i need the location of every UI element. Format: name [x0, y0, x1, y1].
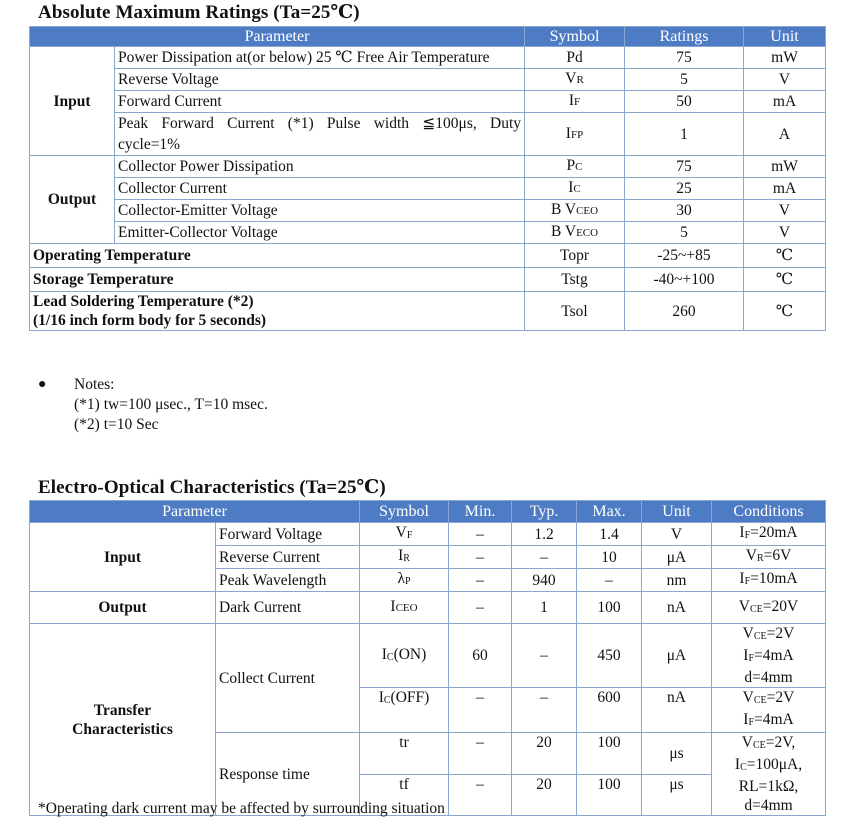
condition-cell: $V_{CE}=2V$ $I_F=4mA$ d=4mm: [712, 624, 826, 688]
param-cell: Collector Power Dissipation: [115, 156, 525, 178]
abs-max-title: Absolute Maximum Ratings (Ta=25℃): [38, 2, 360, 23]
unit-cell: nA: [642, 592, 712, 624]
table-row: [30, 178, 826, 200]
group-output: Output: [30, 156, 115, 244]
rating-cell: 5: [625, 69, 744, 91]
param-cell: Collector-Emitter Voltage: [115, 200, 525, 222]
condition-cell: $V_R=6V$: [712, 546, 826, 569]
rating-cell: 1: [625, 113, 744, 156]
table-row: [30, 69, 826, 91]
typ-cell: –: [512, 624, 577, 688]
typ-cell: –: [512, 546, 577, 569]
abs-max-table: [29, 26, 826, 331]
group-transfer: Transfer Characteristics: [30, 624, 216, 816]
param-cell: Operating Temperature: [30, 244, 525, 268]
unit-cell: ℃: [744, 268, 826, 292]
unit-cell: mA: [744, 91, 826, 113]
rating-cell: 50: [625, 91, 744, 113]
rating-cell: -25~+85: [625, 244, 744, 268]
symbol-cell: ICEO: [360, 592, 449, 624]
symbol-cell: Tstg: [525, 268, 625, 292]
symbol-cell: B VECO: [525, 222, 625, 244]
typ-cell: 1.2: [512, 523, 577, 546]
min-cell: –: [449, 546, 512, 569]
max-cell: 450: [577, 624, 642, 688]
param-cell: Lead Soldering Temperature (*2) (1/16 inch form body for 5 seconds): [30, 292, 525, 331]
header-conditions: Conditions: [712, 501, 826, 523]
typ-cell: 20: [512, 774, 577, 816]
unit-cell: nA: [642, 688, 712, 733]
table-row: [30, 113, 826, 156]
param-cell: Response time: [216, 733, 360, 816]
symbol-cell: IF: [525, 91, 625, 113]
unit-cell: V: [744, 69, 826, 91]
rating-cell: 75: [625, 47, 744, 69]
header-symbol: Symbol: [360, 501, 449, 523]
header-max: Max.: [577, 501, 642, 523]
param-cell: Peak Wavelength: [216, 569, 360, 592]
header-min: Min.: [449, 501, 512, 523]
group-output: Output: [30, 592, 216, 624]
param-cell: Power Dissipation at(or below) 25 ℃ Free Air Temperature: [115, 47, 525, 69]
header-unit: Unit: [744, 27, 826, 47]
table-row: [30, 47, 826, 69]
table-row: [30, 244, 826, 268]
unit-cell: μs: [642, 733, 712, 775]
eo-table: [29, 500, 826, 816]
symbol-cell: B VCEO: [525, 200, 625, 222]
unit-cell: μA: [642, 546, 712, 569]
param-cell: Forward Voltage: [216, 523, 360, 546]
param-cell: Collector Current: [115, 178, 525, 200]
unit-cell: mA: [744, 178, 826, 200]
min-cell: –: [449, 569, 512, 592]
notes-heading: Notes:: [74, 376, 115, 393]
symbol-cell: PC: [525, 156, 625, 178]
symbol-cell: VR: [525, 69, 625, 91]
max-cell: 10: [577, 546, 642, 569]
min-cell: –: [449, 733, 512, 775]
table-header-row: [30, 501, 826, 523]
bullet-icon: ●: [38, 377, 47, 392]
table-header-row: [30, 27, 826, 47]
unit-cell: V: [642, 523, 712, 546]
typ-cell: 940: [512, 569, 577, 592]
min-cell: –: [449, 688, 512, 733]
symbol-cell: $V_F$: [360, 523, 449, 546]
min-cell: –: [449, 523, 512, 546]
condition-cell: $V_{CE}=2V$ $I_F=4mA$: [712, 688, 826, 733]
header-symbol: Symbol: [525, 27, 625, 47]
table-row: [30, 624, 826, 688]
param-cell: Dark Current: [216, 592, 360, 624]
note-1: (*1) tw=100 μsec., T=10 msec.: [74, 396, 268, 413]
symbol-cell: Pd: [525, 47, 625, 69]
table-row: [30, 156, 826, 178]
table-row: [30, 200, 826, 222]
param-cell: Collect Current: [216, 624, 360, 733]
notes: [38, 375, 268, 435]
max-cell: 100: [577, 592, 642, 624]
rating-cell: 5: [625, 222, 744, 244]
header-parameter: Parameter: [30, 501, 360, 523]
header-typ: Typ.: [512, 501, 577, 523]
unit-cell: μA: [642, 624, 712, 688]
condition-cell: $V_{CE}=20V$: [712, 592, 826, 624]
condition-cell: $I_F=20mA$: [712, 523, 826, 546]
condition-cell: $I_F=10mA$: [712, 569, 826, 592]
symbol-cell: IC: [525, 178, 625, 200]
symbol-cell: tf: [360, 774, 449, 816]
symbol-cell: $\lambda_P$: [360, 569, 449, 592]
header-ratings: Ratings: [625, 27, 744, 47]
rating-cell: 260: [625, 292, 744, 331]
min-cell: 60: [449, 624, 512, 688]
symbol-cell: tr: [360, 733, 449, 775]
unit-cell: nm: [642, 569, 712, 592]
symbol-cell: $I_C(OFF)$: [360, 688, 449, 733]
eo-title: Electro-Optical Characteristics (Ta=25℃): [38, 477, 386, 498]
param-cell: Reverse Voltage: [115, 69, 525, 91]
min-cell: –: [449, 774, 512, 816]
max-cell: –: [577, 569, 642, 592]
unit-cell: μs: [642, 774, 712, 816]
unit-cell: A: [744, 113, 826, 156]
table-row: [30, 268, 826, 292]
symbol-cell: $I_R$: [360, 546, 449, 569]
footnote: *Operating dark current may be affected by surrounding situation: [38, 800, 445, 817]
param-cell: Forward Current: [115, 91, 525, 113]
group-input: Input: [30, 523, 216, 592]
param-cell: Storage Temperature: [30, 268, 525, 292]
param-cell: Peak Forward Current (*1) Pulse width ≦100μs, Duty cycle=1%: [115, 113, 525, 156]
group-input: Input: [30, 47, 115, 156]
unit-cell: ℃: [744, 292, 826, 331]
typ-cell: –: [512, 688, 577, 733]
min-cell: –: [449, 592, 512, 624]
unit-cell: ℃: [744, 244, 826, 268]
max-cell: 100: [577, 774, 642, 816]
param-cell: Reverse Current: [216, 546, 360, 569]
rating-cell: 25: [625, 178, 744, 200]
table-row: [30, 91, 826, 113]
unit-cell: V: [744, 200, 826, 222]
table-row: [30, 523, 826, 546]
header-unit: Unit: [642, 501, 712, 523]
table-row: [30, 292, 826, 331]
note-2: (*2) t=10 Sec: [74, 416, 159, 433]
header-parameter: Parameter: [30, 27, 525, 47]
table-row: [30, 222, 826, 244]
symbol-cell: IFP: [525, 113, 625, 156]
rating-cell: -40~+100: [625, 268, 744, 292]
unit-cell: V: [744, 222, 826, 244]
unit-cell: mW: [744, 47, 826, 69]
rating-cell: 30: [625, 200, 744, 222]
typ-cell: 20: [512, 733, 577, 775]
typ-cell: 1: [512, 592, 577, 624]
symbol-cell: Topr: [525, 244, 625, 268]
max-cell: 600: [577, 688, 642, 733]
condition-cell: $V_{CE}=2V$, $I_C=100\mu A$, RL=1kΩ, d=4mm: [712, 733, 826, 816]
unit-cell: mW: [744, 156, 826, 178]
param-cell: Emitter-Collector Voltage: [115, 222, 525, 244]
table-row: [30, 592, 826, 624]
symbol-cell: $I_C(ON)$: [360, 624, 449, 688]
max-cell: 1.4: [577, 523, 642, 546]
rating-cell: 75: [625, 156, 744, 178]
max-cell: 100: [577, 733, 642, 775]
symbol-cell: Tsol: [525, 292, 625, 331]
